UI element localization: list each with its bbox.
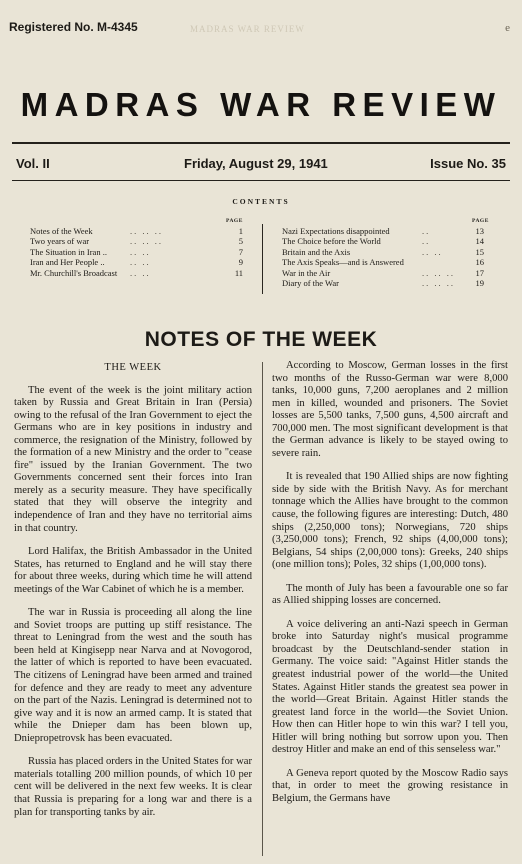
issue-date: Friday, August 29, 1941: [184, 156, 328, 171]
contents-entry-leader: .. .. ..: [130, 236, 163, 247]
article-column-1: [14, 360, 252, 830]
contents-entry-title: Britain and the Axis: [282, 246, 351, 257]
contents-entry-title: Two years of war: [30, 236, 90, 247]
paragraph: It is revealed that 190 Allied ships are now fighting side by side with the British Navy. As for merchant tonnage which the Allies have brought to the common cause, the following figures are interesting: Dutch, 480 ships (2,250,000 tons); Norwegians, 720 ships (3,250,000 tons); French, 92 ships (4,00,000 tons); Belgians, 54 ships (2,00,000 tons): Greeks, 240 ships (one million tons); Poles, 32 ships (1,00,000 tons).: [272, 471, 508, 571]
masthead-title: MADRAS WAR REVIEW: [20, 86, 502, 123]
issue-rule: [12, 180, 510, 181]
contents-left-column: [30, 218, 250, 278]
registration-number: Registered No. M-4345: [9, 20, 138, 34]
paragraph: A Geneva report quoted by the Moscow Radio says that, in order to meet the growing resistance in Belgium, the Germans have: [272, 767, 508, 804]
contents-entry-page: 14: [475, 236, 484, 247]
contents-entry-page: 13: [475, 226, 484, 236]
contents-entry: [30, 247, 250, 257]
contents-right-column: [282, 218, 492, 288]
paragraph: Lord Halifax, the British Ambassador in the United States, has returned to England and he will stay there for about three weeks, during which time he will attend meetings of the War Cabinet of which he is a member.: [14, 546, 252, 595]
contents-entry-leader: ..: [422, 236, 431, 247]
paragraph: The event of the week is the joint military action taken by Russia and Great Britain in Iran (Persia) owing to the refusal of the Iran Government to eject the Germans who are in key positions in industry and commerce, the resignation of the Ministry, followed by the formation of a new Ministry and the order to "cease fire" issued by the Iranian Government. The two Governments concerned sent their forces into Iran merely as a security measure. They have specifically stated that they will observe the integrity and independence of Iran and they have no territorial aims in that country.: [14, 384, 252, 534]
contents-entry-title: Notes of the Week: [30, 226, 93, 236]
contents-entry-page: 11: [234, 267, 243, 278]
contents-entry: [30, 236, 250, 246]
contents-entry-page: 7: [238, 246, 243, 257]
contents-entry: [282, 236, 492, 246]
contents-entry-leader: .. .. ..: [130, 226, 163, 236]
contents-entry: [30, 268, 250, 278]
paragraph: The month of July has been a favourable one so far as Allied shipping losses are concerned.: [272, 582, 508, 607]
contents-entry-page: 1: [238, 226, 243, 236]
corner-mark: e: [505, 22, 510, 34]
contents-entry-leader: .. ..: [130, 246, 151, 257]
paragraph: The war in Russia is proceeding all along the line and Soviet troops are putting up stiff resistance. The threat to Leningrad from the west and the south has been held at Kingisepp near Narva and at Novogorod, the latter of which is reported to have been evacuated. The citizens of Leningrad have been armed and trained for defence and they are ready to meet any adventure on the part of the Nazis. Leningrad is determined not to give way and it is now an armed camp. It is stated that while the Dnieper dam has been blown up, Dniepropetrovsk has been evacuated.: [14, 607, 252, 744]
contents-entry: [282, 226, 492, 236]
contents-entry-title: Nazi Expectations disappointed: [282, 226, 390, 236]
volume-label: Vol. II: [16, 156, 50, 171]
contents-entry-page: 15: [475, 246, 484, 257]
column-rule: [262, 362, 263, 856]
page-column-label: PAGE: [226, 218, 243, 224]
contents-entry: [282, 257, 492, 267]
issue-line: [12, 156, 510, 174]
contents-entry-title: Diary of the War: [282, 277, 339, 288]
masthead-rule: [12, 142, 510, 144]
contents-entry-title: Iran and Her People ..: [30, 257, 105, 268]
contents-entry: [30, 257, 250, 267]
column-subhead: THE WEEK: [104, 362, 162, 373]
section-title: NOTES OF THE WEEK: [144, 328, 378, 351]
paragraph: According to Moscow, German losses in the first two months of the Russo-German war were 8,000 tanks, 10,000 guns, 7,200 aeroplanes and 2 million men in killed, wounded and prisoners. The Soviet losses are 5,500 tanks, 7,500 guns, 4,500 aircraft and 700,000 men. The most significant development is that the German advance is likely to be stayed owing to severe rain.: [272, 360, 508, 459]
contents-entry-leader: .. .. ..: [422, 277, 455, 288]
contents-entry-leader: .. .. ..: [422, 267, 455, 278]
contents-entry-page: 5: [238, 236, 243, 247]
show-through-text: MADRAS WAR REVIEW: [190, 24, 305, 34]
contents-heading: CONTENTS: [232, 197, 290, 206]
contents-entry-leader: ..: [422, 226, 431, 236]
contents-entry-title: Mr. Churchill's Broadcast: [30, 267, 118, 278]
contents-entry: [282, 247, 492, 257]
contents-entry-leader: .. ..: [422, 246, 443, 257]
issue-number: Issue No. 35: [430, 156, 506, 171]
contents-entry-title: The Axis Speaks—and is Answered: [282, 257, 404, 268]
contents-entry: [282, 278, 492, 288]
contents-entry-leader: .. ..: [130, 267, 151, 278]
paragraph: Russia has placed orders in the United States for war materials totalling 200 million pounds, of which 10 per cent will be delivered in the next few weeks. It is clear that Russia is preparing for a long war and there is a plan for transporting tanks by air.: [14, 756, 252, 818]
contents-entry-page: 19: [475, 277, 484, 288]
contents-divider: [262, 224, 263, 294]
contents-entry-title: The Situation in Iran ..: [30, 246, 107, 257]
article-column-2: [272, 360, 508, 817]
contents-entry-page: 17: [475, 267, 484, 278]
contents-entry-title: The Choice before the World: [282, 236, 381, 247]
paragraph: A voice delivering an anti-Nazi speech in German broke into Saturday night's musical programme broadcast by the Deutschland-sender station in Germany. The voice said: "Against Hitler stands the greatest industrial power of the world—the United States. Against Hitler stands the greatest sea power in the world—Great Britain. Against Hitler stands the greatest land force in the world—the Soviet Union. How then can Hitler hope to win this war? I tell you, Hitler will bring nothing but sorrow upon you. Then destroy Hitler and make an end of this senseless war.": [272, 618, 508, 756]
contents-entry-leader: .. ..: [130, 257, 151, 268]
contents-entry: [30, 226, 250, 236]
contents-entry-title: War in the Air: [282, 267, 331, 278]
page-column-label: PAGE: [472, 218, 489, 224]
contents-entry: [282, 268, 492, 278]
contents-entry-page: 9: [238, 257, 243, 268]
contents-entry-page: 16: [475, 257, 484, 268]
